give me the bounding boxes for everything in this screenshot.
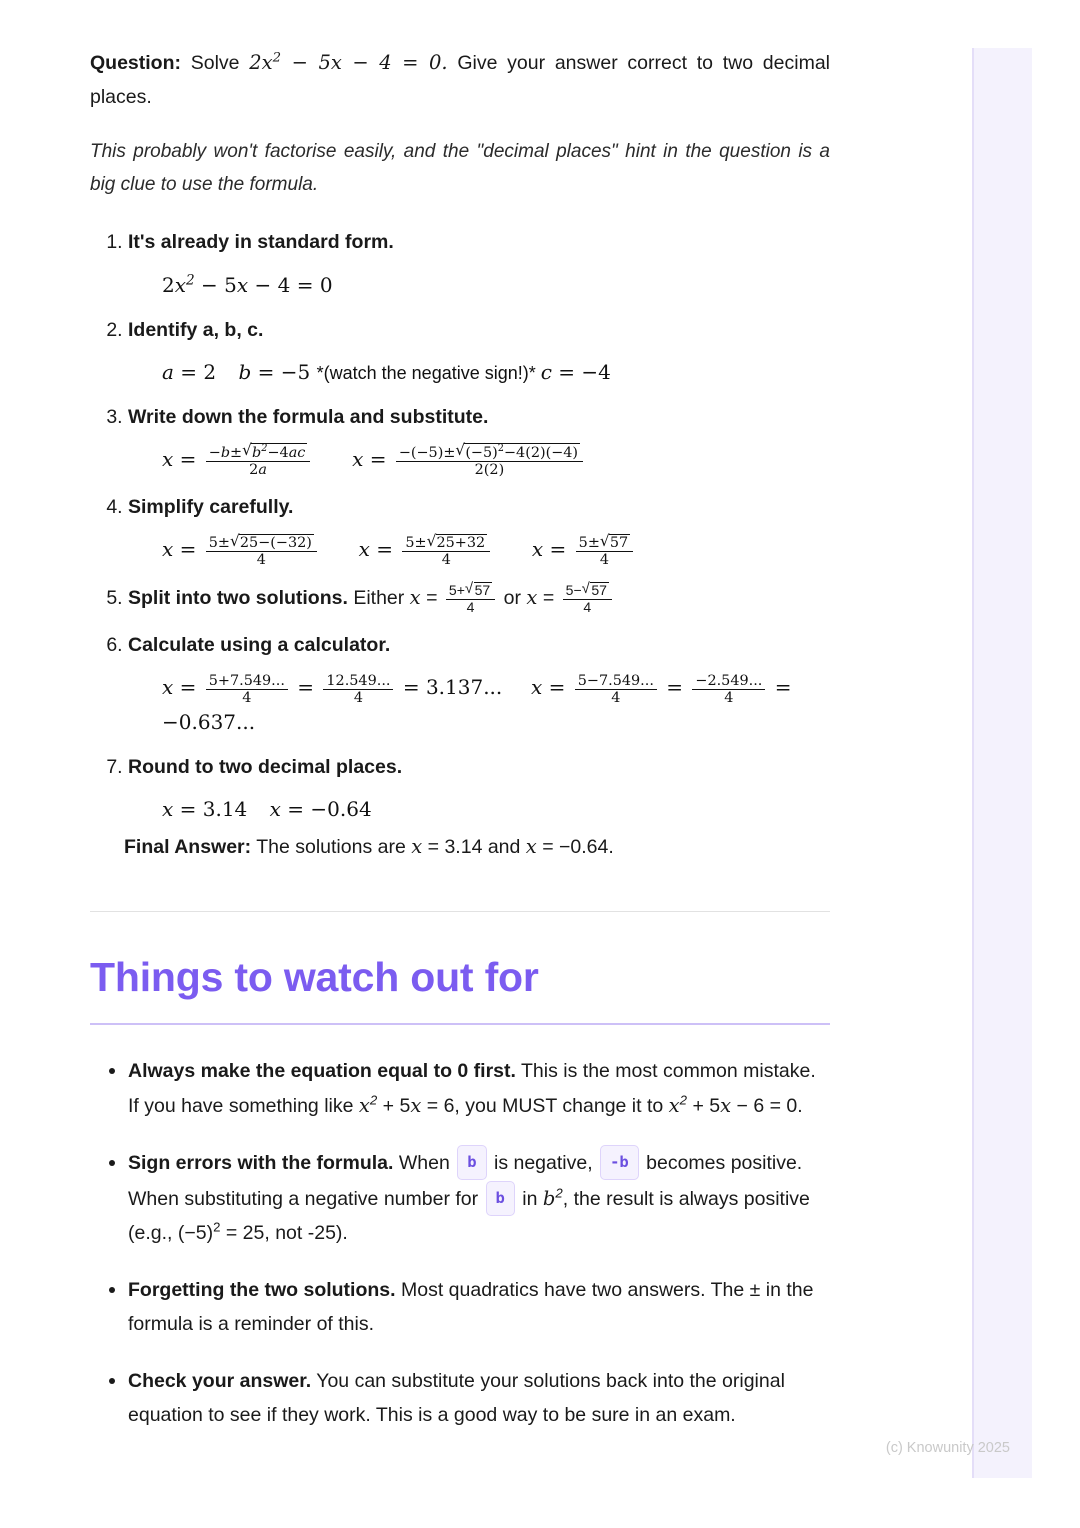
step-math: x = $\frac{5\pm √ 25-(-32)}{4}$ x = $\frac{5\pm √ 25+32}{4}$ x = $\frac{5\pm √ 57}{4}$ — [162, 533, 830, 568]
section-divider — [90, 911, 830, 912]
watch-item — [128, 1053, 830, 1123]
step-item — [128, 227, 830, 300]
final-answer-text: The solutions are x = 3.14 and x = −0.64. — [256, 835, 614, 859]
watch-item — [128, 1145, 830, 1250]
step-item — [128, 752, 830, 825]
watch-item-lead: Always make the equation equal to 0 first. — [128, 1060, 516, 1083]
question-equation: $2x^2 - 5x - 4 = 0$. — [249, 50, 448, 74]
hint-note: This probably won't factorise easily, and the "decimal places" hint in the question is a big clue to use the formula. — [90, 141, 830, 195]
code-token-minus-b: -b — [600, 1145, 639, 1180]
step-math: x = $\frac{-b\pm √ b^2-4ac}{2a}$ x = $\frac{-(-5)\pm √ (-5)^2-4(2)(-4)}{2(2)}$ — [162, 443, 830, 478]
final-answer-line — [124, 831, 830, 863]
step-item — [128, 492, 830, 568]
step-title: Split into two solutions. — [128, 587, 348, 610]
step-title: Round to two decimal places. — [128, 755, 403, 778]
copyright-notice: (c) Knowunity 2025 — [885, 1440, 1010, 1456]
code-token-b: b — [457, 1145, 486, 1180]
document-content — [90, 46, 830, 1455]
page-side-divider — [972, 48, 974, 1478]
question-text-after: Give your answer correct to two decimal places. — [90, 52, 830, 108]
watch-item-body: When b is negative, -b becomes positive. When substituting a negative number for b in $b^2$, the result is always positive (e.g., $(-5)^2 = 25$, not -25). — [128, 1152, 810, 1244]
step-math: x = 3.14 x = −0.64 — [162, 797, 372, 822]
step-title: Identify a, b, c. — [128, 318, 264, 341]
step-item — [128, 630, 830, 738]
watch-item-lead: Forgetting the two solutions. — [128, 1279, 396, 1302]
watch-item — [128, 1363, 830, 1432]
step-item — [128, 402, 830, 478]
step-math: $2x^2 - 5x - 4 = 0$ — [162, 271, 333, 297]
step-title: Simplify carefully. — [128, 496, 294, 519]
step-item — [128, 315, 830, 388]
question-label: Question: — [90, 52, 181, 74]
step-item — [128, 582, 830, 615]
watch-out-underline — [90, 1023, 830, 1025]
watch-item-lead: Sign errors with the formula. — [128, 1152, 394, 1175]
watch-item-lead: Check your answer. — [128, 1370, 312, 1393]
watch-out-list — [90, 1053, 830, 1432]
watch-item-body: You can substitute your solutions back into the original equation to see if they work. This is a good way to be sure in an exam. — [128, 1370, 785, 1427]
step-title: It's already in standard form. — [128, 231, 394, 254]
question-text-before: Solve — [190, 52, 240, 74]
page-side-strip — [974, 48, 1032, 1478]
step-title: Write down the formula and substitute. — [128, 405, 489, 428]
watch-item — [128, 1272, 830, 1341]
watch-item-body: This is the most common mistake. If you have something like $x^2 + 5x = 6$, you MUST change it to $x^2 + 5x - 6 = 0$. — [128, 1060, 816, 1117]
step-inline-math: Either x = $\frac{5+ √ 57}{4}$ or x = $\frac{5- √ 57}{4}$ — [353, 587, 615, 609]
step-math: a = 2 b = −5 *(watch the negative sign!)* c = −4 — [162, 359, 611, 384]
step-title: Calculate using a calculator. — [128, 633, 391, 656]
step-math: x = $\frac{5+7.549...}{4}$ = $\frac{12.549...}{4}$ = 3.137... x = $\frac{5-7.549...}{4}$ = $\frac{-2.549...}{4}$ = −0.637... — [162, 672, 792, 734]
final-answer-label: Final Answer: — [124, 836, 252, 859]
question-paragraph — [90, 46, 830, 114]
watch-out-heading: Things to watch out for — [90, 954, 539, 1001]
solution-steps-list — [90, 227, 830, 825]
watch-item-body: Most quadratics have two answers. The ± in the formula is a reminder of this. — [128, 1279, 814, 1335]
code-token-b-2: b — [486, 1181, 515, 1216]
